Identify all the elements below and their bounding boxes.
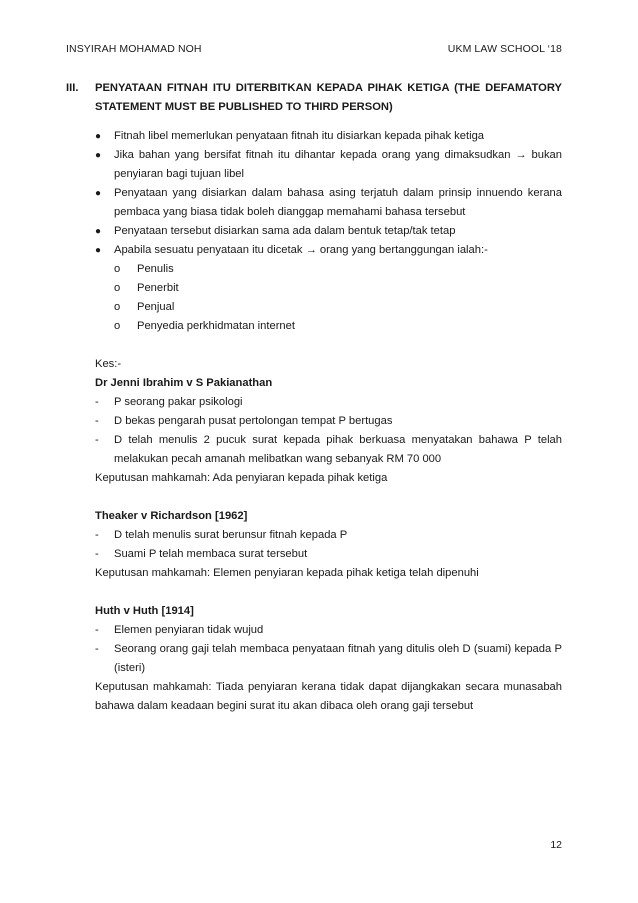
case-title: Theaker v Richardson [1962] <box>95 510 248 522</box>
bullet-icon: ● <box>95 150 102 161</box>
bullet-list <box>66 127 562 336</box>
list-item: ● Jika bahan yang bersifat fitnah itu dihantar kepada orang yang dimaksudkan → bukan penyiaran bagi tujuan libel <box>66 146 562 184</box>
case-decision: Keputusan mahkamah: Tiada penyiaran kerana tidak dapat dijangkakan secara munasabah bahawa dalam keadaan begini surat itu akan dibaca oleh orang gaji tersebut <box>95 681 562 712</box>
case-point: - Suami P telah membaca surat tersebut <box>95 548 308 560</box>
header-author: INSYIRAH MOHAMAD NOH <box>66 43 202 55</box>
sub-list-item: o Penjual <box>114 301 175 313</box>
sub-list-item: o Penulis <box>114 263 174 275</box>
sub-list-item: o Penerbit <box>114 282 179 294</box>
kes-label: Kes:- <box>95 358 122 370</box>
section-number: III. <box>66 82 79 94</box>
case-point: - P seorang pakar psikologi <box>95 396 243 408</box>
case-point: - Elemen penyiaran tidak wujud <box>95 624 264 636</box>
bullet-icon: ● <box>95 226 102 237</box>
list-item: ● Fitnah libel memerlukan penyataan fitnah itu disiarkan kepada pihak ketiga <box>66 127 562 146</box>
bullet-icon: ● <box>95 245 102 256</box>
case-point: - D telah menulis surat berunsur fitnah kepada P <box>95 529 348 541</box>
sub-list <box>114 260 562 336</box>
case-point: - D bekas pengarah pusat pertolongan tempat P bertugas <box>95 415 393 427</box>
list-item: ● Penyataan tersebut disiarkan sama ada dalam bentuk tetap/tak tetap <box>66 222 562 241</box>
case-title: Huth v Huth [1914] <box>95 605 194 617</box>
bullet-icon: ● <box>95 188 102 199</box>
document-body <box>66 79 562 716</box>
cases-block <box>66 336 562 716</box>
header-school: UKM LAW SCHOOL ‘18 <box>447 43 562 55</box>
case-decision: Keputusan mahkamah: Elemen penyiaran kepada pihak ketiga telah dipenuhi <box>95 567 479 579</box>
case-point: - Seorang orang gaji telah membaca penyataan fitnah yang ditulis oleh D (suami) kepada P (isteri) <box>95 643 562 674</box>
list-item: ● Penyataan yang disiarkan dalam bahasa asing terjatuh dalam prinsip innuendo kerana pembaca yang biasa tidak boleh dianggap memahami bahasa tersebut <box>66 184 562 222</box>
section-title: PENYATAAN FITNAH ITU DITERBITKAN KEPADA PIHAK KETIGA (THE DEFAMATORY STATEMENT MUST BE PUBLISHED TO THIRD PERSON) <box>95 82 562 113</box>
page-number: 12 <box>550 839 562 851</box>
section-heading <box>66 79 562 117</box>
sub-list-item: o Penyedia perkhidmatan internet <box>114 320 295 332</box>
case-point: - D telah menulis 2 pucuk surat kepada pihak berkuasa menyatakan bahawa P telah melakukan pecah amanah melibatkan wang sebanyak RM 70 000 <box>95 434 562 465</box>
case-decision: Keputusan mahkamah: Ada penyiaran kepada pihak ketiga <box>95 472 388 484</box>
list-item: ● Apabila sesuatu penyataan itu dicetak → orang yang bertanggungan ialah:- o Penulis o Penerbit o Penjual o Penyedia perkhidmatan internet <box>66 241 562 336</box>
case-title: Dr Jenni Ibrahim v S Pakianathan <box>95 377 273 389</box>
bullet-icon: ● <box>95 131 102 142</box>
